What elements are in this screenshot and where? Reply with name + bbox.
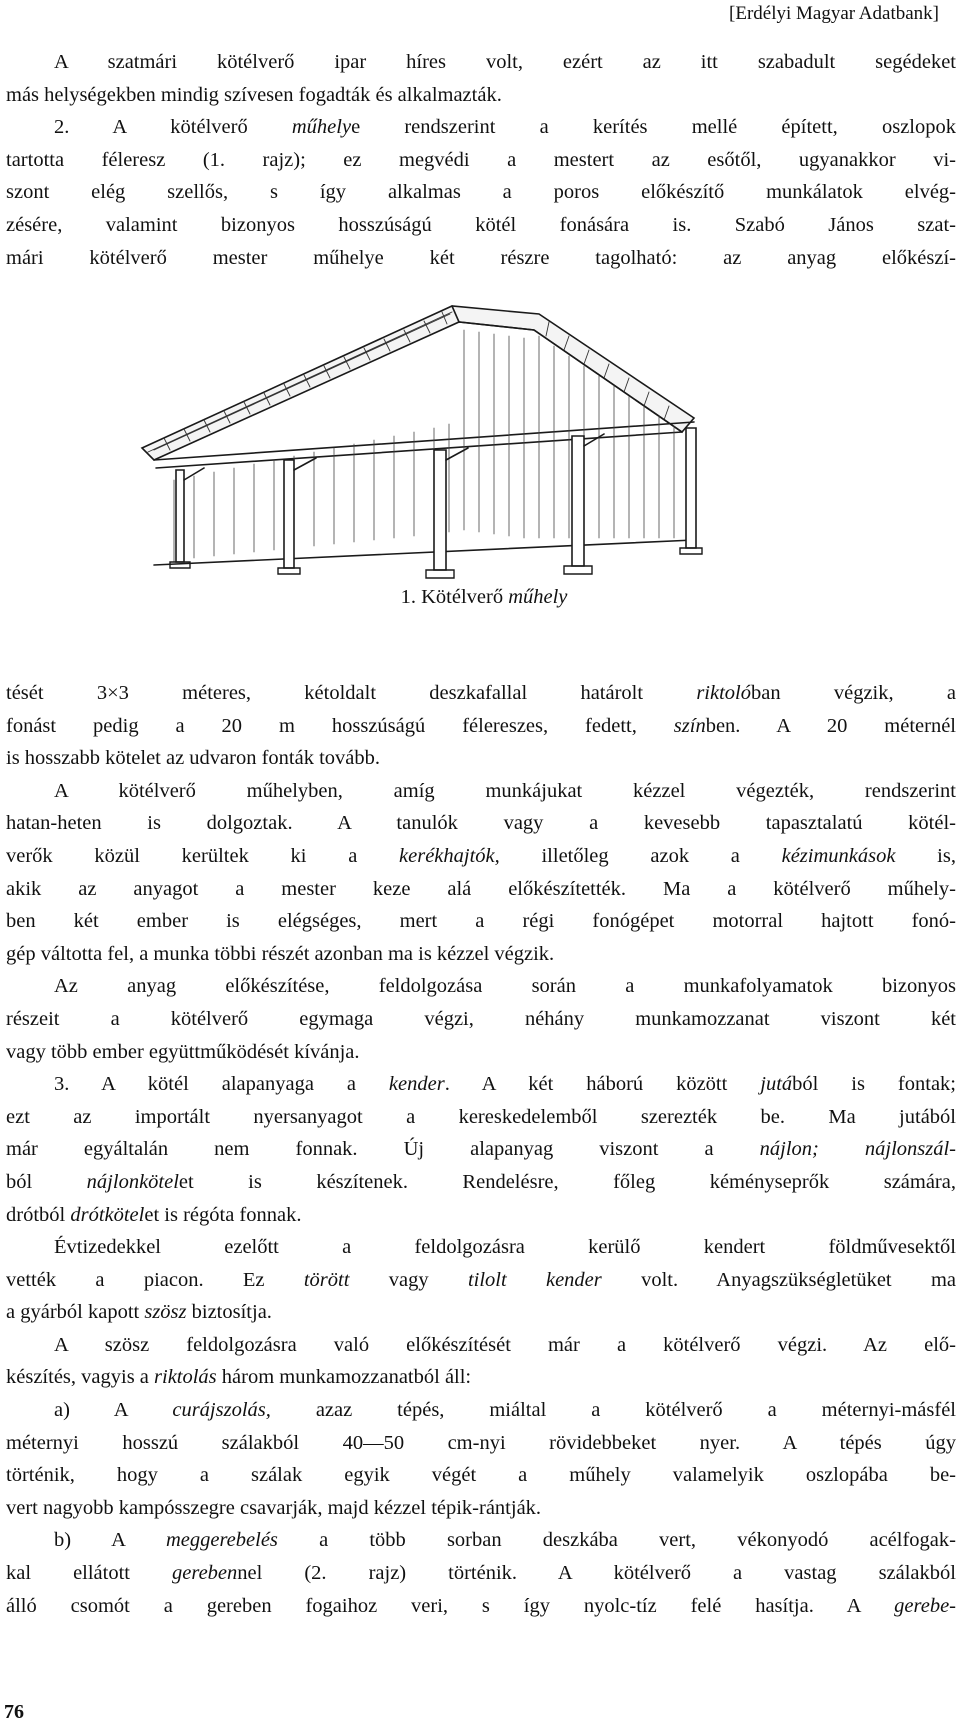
text-line <box>6 1524 956 1557</box>
text-line <box>6 807 956 840</box>
figure-caption <box>0 584 960 610</box>
text-segment: ban végzik, a <box>751 682 956 704</box>
text-segment: volt. Anyagszükségletüket ma <box>601 1268 956 1291</box>
text-segment: más helységekben mindig szívesen fogadták és alkalmazták. <box>6 83 502 106</box>
text-line <box>6 1427 956 1460</box>
text-segment: történik, hogy a szálak egyik végét a műhely valamelyik oszlopába be- <box>6 1464 956 1487</box>
text-segment: a) A <box>54 1399 173 1422</box>
text-segment: azaz tépés, miáltal a kötélverő a méternyi-másfél <box>270 1399 957 1422</box>
text-line <box>6 242 956 275</box>
text-line <box>6 79 956 112</box>
text-line <box>6 1199 956 1232</box>
italic-term: törött <box>303 1268 350 1291</box>
text-segment: nel (2. rajz) történik. A kötélverő a vastag szálakból <box>237 1562 956 1585</box>
italic-term: gerebe <box>894 1594 950 1617</box>
text-segment: ból <box>6 1170 87 1193</box>
text-line <box>6 677 956 710</box>
text-line <box>6 46 956 79</box>
text-line <box>6 1459 956 1492</box>
text-segment: mári kötélverő mester műhelye két részre tagolható: az anyag előkészí- <box>6 246 956 269</box>
italic-term: jutá <box>760 1073 793 1096</box>
text-line <box>6 1036 956 1069</box>
text-line <box>6 938 956 971</box>
italic-term: curájszolás, <box>172 1399 271 1422</box>
text-line <box>6 176 956 209</box>
text-line <box>6 1394 956 1427</box>
italic-term: kézimunkások <box>781 844 896 867</box>
text-segment: méternyi hosszú szálakból 40—50 cm-nyi rövidebbeket nyer. A tépés úgy <box>6 1431 956 1454</box>
text-segment: e rendszerint a kerítés mellé épített, oszlopok <box>351 116 956 139</box>
text-segment: is hosszabb kötelet az udvaron fonták tovább. <box>6 747 381 770</box>
text-line <box>6 905 956 938</box>
text-line <box>6 1264 956 1297</box>
text-line <box>6 1557 956 1590</box>
text-block-bottom <box>6 677 956 1622</box>
italic-term: riktolás <box>154 1366 217 1389</box>
caption-number: 1. Kötélverő <box>400 586 509 608</box>
text-segment: Az anyag előkészítése, feldolgozása során a munkafolyamatok bizonyos <box>54 975 956 998</box>
text-segment: részeit a kötélverő egymaga végzi, néhány munkamozzanat viszont két <box>6 1007 956 1030</box>
text-segment: tését 3×3 méteres, kétoldalt deszkafallal határolt <box>6 682 697 704</box>
text-segment: - <box>949 1594 956 1617</box>
italic-term: szösz <box>144 1301 187 1324</box>
text-line <box>6 840 956 873</box>
text-line <box>6 1590 956 1623</box>
text-line <box>6 1068 956 1101</box>
text-segment: vagy <box>349 1268 468 1291</box>
text-segment: 3. A kötél alapanyaga a <box>54 1073 389 1096</box>
caption-italic: műhely <box>508 586 568 608</box>
text-line <box>6 873 956 906</box>
text-segment: vagy több ember együttműködését kívánja. <box>6 1040 360 1063</box>
text-segment: biztosítja. <box>186 1301 272 1324</box>
italic-term: nájlon; nájlonszál <box>759 1138 950 1161</box>
italic-term: gereben <box>172 1562 238 1585</box>
text-segment: három munkamozzanatból áll: <box>216 1366 472 1389</box>
text-segment: et is készítenek. Rendelésre, főleg kéményseprők számára, <box>178 1170 956 1193</box>
text-segment: 2. A kötélverő <box>54 116 292 139</box>
text-segment: A szösz feldolgozásra való előkészítését már a kötélverő végzi. Az elő- <box>54 1333 956 1356</box>
text-segment: kal ellátott <box>6 1562 173 1585</box>
text-line <box>6 111 956 144</box>
italic-term: nájlonkötel <box>86 1170 179 1193</box>
text-segment: et is régóta fonnak. <box>144 1203 302 1226</box>
text-block-top <box>6 46 956 274</box>
text-line <box>6 1329 956 1362</box>
text-line <box>6 775 956 808</box>
text-segment: illetőleg azok a <box>499 844 782 867</box>
page-number: 76 <box>4 1701 24 1723</box>
text-line <box>6 1231 956 1264</box>
text-segment: zésére, valamint bizonyos hosszúságú kötél fonására is. Szabó János szat- <box>6 213 956 236</box>
post-5 <box>686 428 696 548</box>
post-3 <box>434 450 446 570</box>
italic-term: szín <box>673 714 706 737</box>
text-line <box>6 1166 956 1199</box>
text-segment: is, <box>895 844 956 867</box>
text-segment: vették a piacon. Ez <box>6 1268 304 1291</box>
text-segment: A szatmári kötélverő ipar híres volt, ezért az itt szabadult segédeket <box>54 51 956 73</box>
text-line <box>6 209 956 242</box>
text-segment: Évtizedekkel ezelőtt a feldolgozásra kerülő kendert földművesektől <box>54 1236 956 1259</box>
text-line <box>6 742 956 775</box>
italic-term: riktoló <box>696 682 751 704</box>
text-segment: vert nagyobb kampósszegre csavarják, majd kézzel tépik-rántják. <box>6 1496 542 1519</box>
text-segment: akik az anyagot a mester keze alá előkészítették. Ma a kötélverő műhely- <box>6 877 956 900</box>
text-segment: már egyáltalán nem fonnak. Új alapanyag viszont a <box>6 1138 760 1161</box>
text-line <box>6 970 956 1003</box>
italic-term: kerékhajtók, <box>399 844 500 867</box>
post-1 <box>176 470 184 562</box>
text-segment: verők közül kerültek ki a <box>6 844 400 867</box>
workshop-illustration <box>134 300 734 585</box>
text-segment: hatan-heten is dolgoztak. A tanulók vagy a kevesebb tapasztalatú kötél- <box>6 812 956 835</box>
italic-term: meggerebelés <box>165 1529 278 1552</box>
text-segment: - <box>949 1138 956 1161</box>
text-segment: . A két háború között <box>444 1073 761 1096</box>
italic-term: drótkötel <box>70 1203 145 1226</box>
text-segment: ben két ember is elégséges, mert a régi fonógépet motorral hajtott fonó- <box>6 910 956 933</box>
text-segment: gép váltotta fel, a munka többi részét azonban ma is kézzel végzik. <box>6 942 555 965</box>
text-line <box>6 1101 956 1134</box>
text-segment: A kötélverő műhelyben, amíg munkájukat kézzel végezték, rendszerint <box>54 779 956 802</box>
text-segment: álló csomót a gereben fogaihoz veri, s így nyolc-tíz felé hasítja. A <box>6 1594 895 1617</box>
text-segment: készítés, vagyis a <box>6 1366 155 1389</box>
text-segment: tartotta féleresz (1. rajz); ez megvédi a mestert az esőtől, ugyanakkor vi- <box>6 148 956 171</box>
italic-term: műhely <box>291 116 352 139</box>
source-header: [Erdélyi Magyar Adatbank] <box>729 3 939 24</box>
post-4 <box>572 436 584 566</box>
text-segment: a több sorban deszkába vert, vékonyodó acélfogak- <box>277 1529 956 1552</box>
text-line <box>6 1361 956 1394</box>
text-line <box>6 144 956 177</box>
text-segment: drótból <box>6 1203 71 1226</box>
text-segment: ezt az importált nyersanyagot a kereskedelemből szerezték be. Ma jutából <box>6 1105 956 1128</box>
text-segment: ben. A 20 méternél <box>705 714 956 737</box>
italic-term: tilolt kender <box>467 1268 602 1291</box>
post-2 <box>284 460 294 568</box>
text-line <box>6 1133 956 1166</box>
text-line <box>6 710 956 743</box>
text-segment: a gyárból kapott <box>6 1301 145 1324</box>
text-segment: szont elég szellős, s így alkalmas a poros előkészítő munkálatok elvég- <box>6 181 956 204</box>
text-line <box>6 1492 956 1525</box>
text-segment: ból is fontak; <box>792 1073 956 1096</box>
text-line <box>6 1296 956 1329</box>
text-segment: b) A <box>54 1529 166 1552</box>
text-line <box>6 1003 956 1036</box>
text-segment: fonást pedig a 20 m hosszúságú félereszes, fedett, <box>6 714 674 737</box>
italic-term: kender <box>388 1073 445 1096</box>
